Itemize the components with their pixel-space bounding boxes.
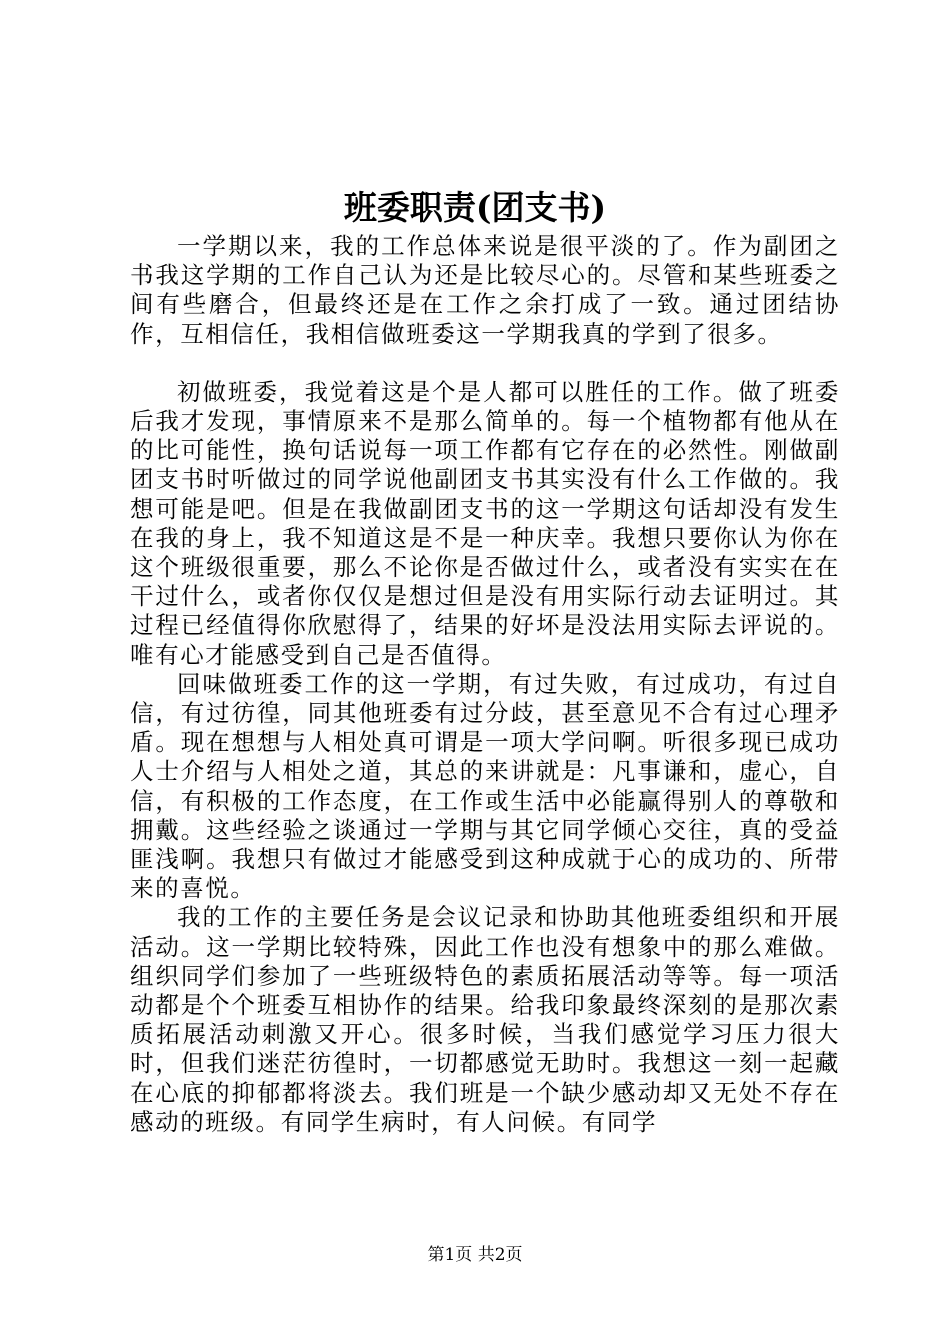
paragraph-1: 一学期以来，我的工作总体来说是很平淡的了。作为副团之书我这学期的工作自己认为还是比较尽心的。尽管和某些班委之间有些磨合，但最终还是在工作之余打成了一致。通过团结协作，互相信任，我相信做班委这一学期我真的学到了很多。: [130, 232, 840, 348]
paragraph-4: 我的工作的主要任务是会议记录和协助其他班委组织和开展活动。这一学期比较特殊，因此工作也没有想象中的那么难做。组织同学们参加了一些班级特色的素质拓展活动等等。每一项活动都是个个班委互相协作的结果。给我印象最终深刻的是那次素质拓展活动刺激又开心。很多时候，当我们感觉学习压力很大时，但我们迷茫彷徨时，一切都感觉无助时。我想这一刻一起藏在心底的抑郁都将淡去。我们班是一个缺少感动却又无处不存在感动的班级。有同学生病时，有人问候。有同学: [130, 903, 840, 1136]
document-body: [130, 232, 840, 1137]
page-footer: 第1页 共2页: [427, 1245, 523, 1265]
document-title: 班委职责(团支书): [343, 188, 607, 227]
paragraph-3: 回味做班委工作的这一学期，有过失败，有过成功，有过自信，有过彷徨，同其他班委有过分歧，甚至意见不合有过心理矛盾。现在想想与人相处真可谓是一项大学问啊。听很多现已成功人士介绍与人相处之道，其总的来讲就是：凡事谦和，虚心，自信，有积极的工作态度，在工作或生活中必能赢得别人的尊敬和拥戴。这些经验之谈通过一学期与其它同学倾心交往，真的受益匪浅啊。我想只有做过才能感受到这种成就于心的成功的、所带来的喜悦。: [130, 669, 840, 903]
paragraph-2: 初做班委，我觉着这是个是人都可以胜任的工作。做了班委后我才发现，事情原来不是那么简单的。每一个植物都有他从在的比可能性，换句话说每一项工作都有它存在的必然性。刚做副团支书时听做过的同学说他副团支书其实没有什么工作做的。我想可能是吧。但是在我做副团支书的这一学期这句话却没有发生在我的身上，我不知道这是不是一种庆幸。我想只要你认为你在这个班级很重要，那么不论你是否做过什么，或者没有实实在在干过什么，或者你仅仅是想过但是没有用实际行动去证明过。其过程已经值得你欣慰得了，结果的好坏是没法用实际去评说的。唯有心才能感受到自己是否值得。: [130, 377, 840, 669]
